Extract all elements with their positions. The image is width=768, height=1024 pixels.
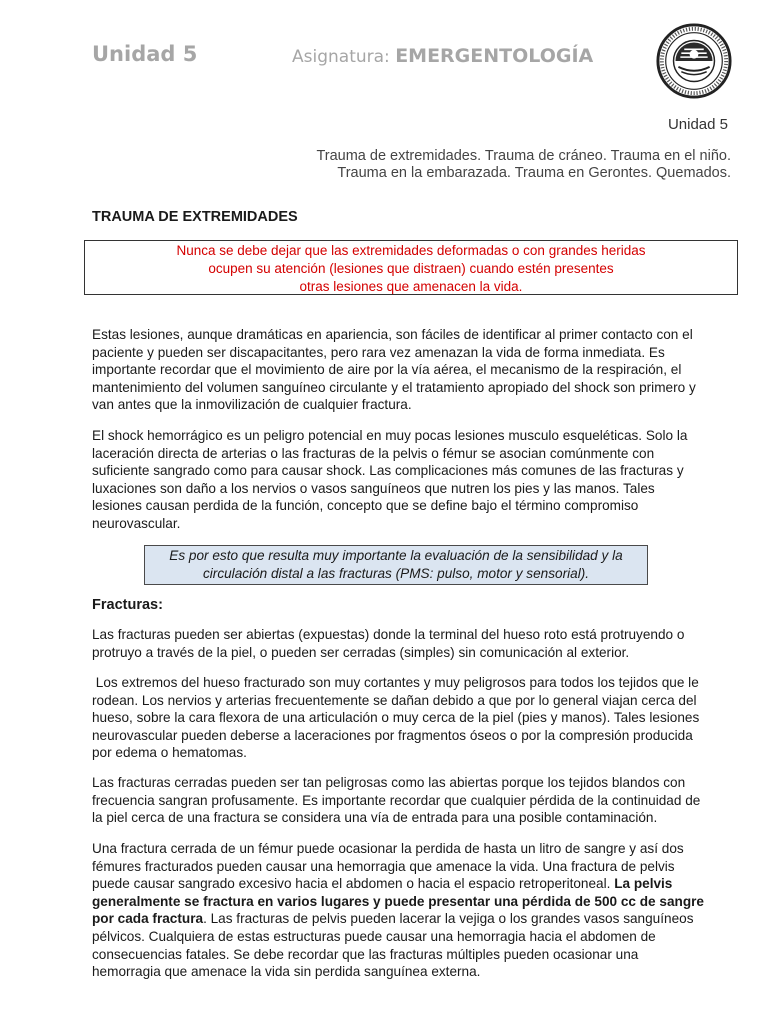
text-line: lesiones causan perdida de la función, concepto que se define bajo el término compromiso bbox=[92, 498, 639, 514]
header-unit: Unidad 5 bbox=[92, 42, 198, 66]
paragraph-5 bbox=[92, 774, 738, 827]
text-line: neurovascular. bbox=[92, 515, 181, 531]
text-line: frecuencia sangran profusamente. Es importante recordar que cualquier pérdida de la continuidad de bbox=[92, 792, 701, 808]
text-line: Una fractura cerrada de un fémur puede ocasionar la perdida de hasta un litro de sangre y así dos bbox=[92, 841, 684, 856]
highlight-line: Es por esto que resulta muy importante la evaluación de la sensibilidad y la bbox=[169, 548, 623, 563]
text-line: laceración directa de arterias o las fracturas de la pelvis o fémur se asocian comúnmente con bbox=[92, 445, 655, 461]
topics-line: Trauma de extremidades. Trauma de cráneo. Trauma en el niño. bbox=[316, 148, 731, 164]
text-line: importante recordar que el movimiento de aire por la vía aérea, el mecanismo de la respiración, el bbox=[92, 362, 682, 378]
text-line: suficiente sangrado como para causar shock. Las complicaciones más comunes de las fracturas y bbox=[92, 463, 684, 479]
text-line: hemorragia que amenace la vida sin perdida sanguínea externa. bbox=[92, 964, 481, 980]
topics-block bbox=[171, 148, 731, 182]
text-line: rodean. Los nervios y arterias frecuentemente se dañan debido a que por lo general viajan cerca del bbox=[92, 692, 697, 708]
paragraph-3 bbox=[92, 626, 738, 661]
text-line: van antes que la inmovilización de cualquier fractura. bbox=[92, 397, 412, 413]
text-line: El shock hemorrágico es un peligro potencial en muy pocas lesiones musculo esqueléticas. Solo la bbox=[92, 428, 688, 443]
text-run: . Las fracturas de pelvis pueden lacerar la vejiga o los grandes vasos sanguíneos bbox=[203, 911, 694, 927]
fracturas-title: Fracturas: bbox=[92, 597, 163, 613]
warning-line: ocupen su atención (lesiones que distraen) cuando estén presentes bbox=[208, 261, 614, 276]
text-line: la piel cerca de una fractura se considera una vía de entrada para una posible contaminación. bbox=[92, 810, 658, 826]
unit-label: Unidad 5 bbox=[667, 116, 728, 133]
text-line bbox=[92, 893, 738, 911]
text-line: Estas lesiones, aunque dramáticas en apariencia, son fáciles de identificar al primer contacto con el bbox=[92, 327, 693, 342]
paragraph-2 bbox=[92, 427, 738, 533]
warning-line: Nunca se debe dejar que las extremidades deformadas o con grandes heridas bbox=[176, 243, 646, 258]
text-line: neurovascular pueden deberse a laceraciones por fragmentos óseos o por la compresión producida bbox=[92, 727, 693, 743]
warning-box bbox=[84, 240, 738, 295]
paragraph-1 bbox=[92, 326, 738, 414]
highlight-line: circulación distal a las fracturas (PMS: pulso, motor y sensorial). bbox=[202, 566, 590, 581]
text-line: Las fracturas cerradas pueden ser tan peligrosas como las abiertas porque los tejidos blandos con bbox=[92, 775, 686, 790]
university-seal-icon bbox=[655, 22, 733, 100]
topics-line: Trauma en la embarazada. Trauma en Gerontes. Quemados. bbox=[337, 165, 731, 181]
header-subject bbox=[292, 45, 593, 67]
section-title: TRAUMA DE EXTREMIDADES bbox=[92, 209, 298, 225]
paragraph-6 bbox=[92, 840, 738, 981]
text-line: consecuencias fatales. Se debe recordar que las fracturas múltiples pueden ocasionar una bbox=[92, 946, 639, 962]
text-line: fémures fracturados pueden causar una hemorragia que amenace la vida. Una fractura de pelvis bbox=[92, 858, 675, 874]
bold-text-run: por cada fractura bbox=[92, 911, 204, 927]
text-line: Los extremos del hueso fracturado son muy cortantes y muy peligrosos para todos los tejidos que le bbox=[92, 675, 699, 690]
warning-line: otras lesiones que amenacen la vida. bbox=[299, 279, 523, 294]
text-line: Las fracturas pueden ser abiertas (expuestas) donde la terminal del hueso roto está protruyendo o bbox=[92, 627, 685, 642]
highlight-box bbox=[144, 545, 648, 585]
paragraph-4 bbox=[92, 674, 738, 762]
text-line: mantenimiento del volumen sanguíneo circulante y el tratamiento apropiado del shock son primero y bbox=[92, 379, 696, 395]
bold-text-run: La pelvis bbox=[614, 876, 673, 892]
text-line bbox=[92, 875, 738, 893]
text-line: por edema o hematomas. bbox=[92, 745, 247, 761]
header-subject-name: EMERGENTOLOGÍA bbox=[395, 45, 594, 67]
text-line bbox=[92, 910, 738, 928]
text-line: pélvicos. Cualquiera de estas estructuras puede causar una hemorragia hacia el abdomen de bbox=[92, 928, 656, 944]
header-subject-prefix: Asignatura: bbox=[292, 47, 390, 67]
text-line: luxaciones son daño a los nervios o vasos sanguíneos que nutren los pies y las manos. Tales bbox=[92, 480, 655, 496]
bold-text-run: generalmente se fractura en varios lugares y puede presentar una pérdida de 500 cc de sangre bbox=[92, 893, 704, 909]
text-line: hueso, sobre la cara flexora de una articulación o muy cerca de la piel (pies y manos). Tales lesiones bbox=[92, 710, 700, 726]
text-run: puede causar sangrado excesivo hacia el abdomen o hacia el espacio retroperitoneal. bbox=[92, 876, 615, 892]
text-line: protruyo a través de la piel, o pueden ser cerradas (simples) sin comunicación al exterior. bbox=[92, 644, 630, 660]
text-line: paciente y pueden ser discapacitantes, pero rara vez amenazan la vida de forma inmediata. Es bbox=[92, 344, 665, 360]
